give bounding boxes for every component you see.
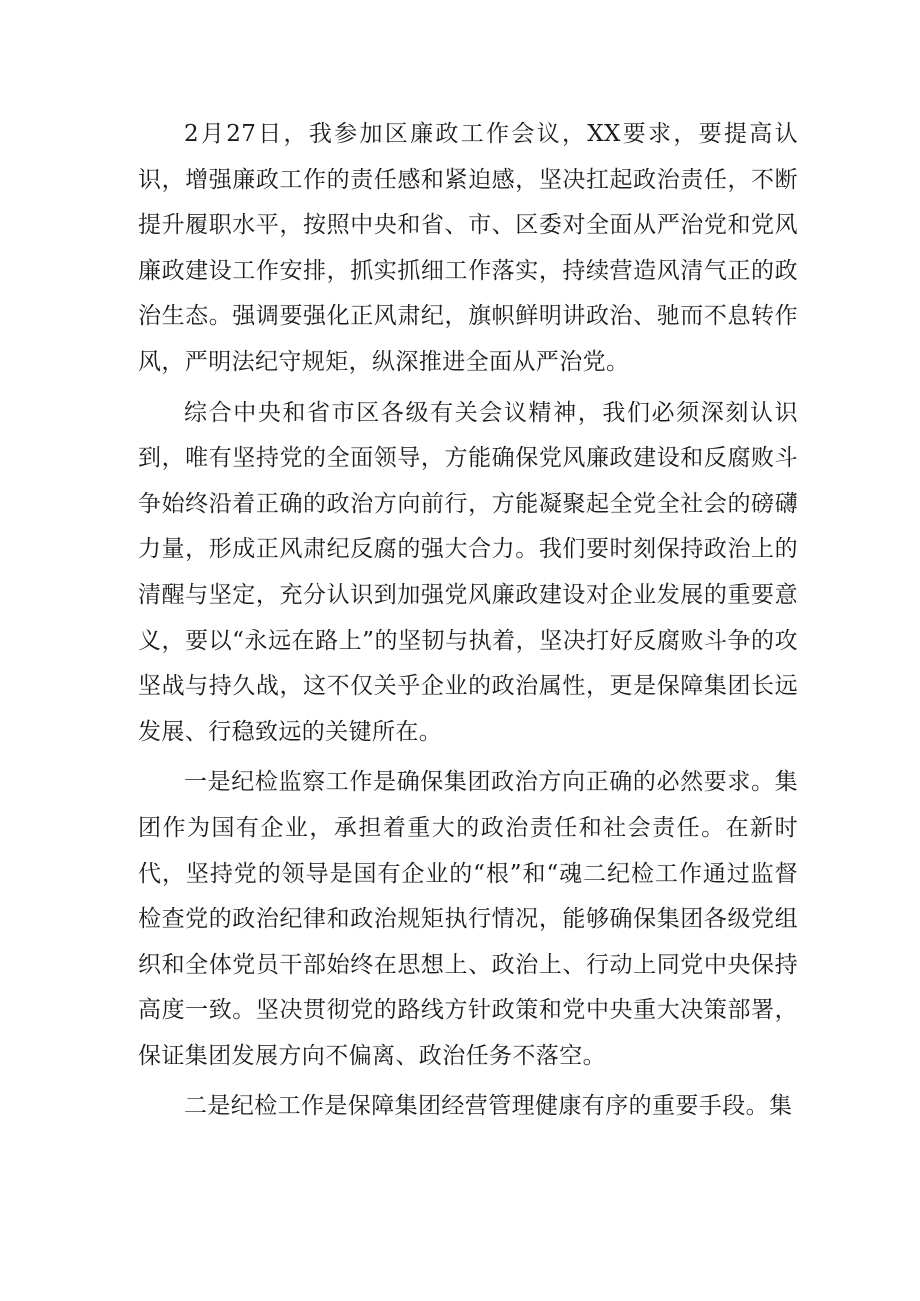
paragraph-point-one: 一是纪检监察工作是确保集团政治方向正确的必然要求。集团作为国有企业，承担着重大的政治责任和社会责任。在新时代，坚持党的领导是国有企业的“根”和“魂二纪检工作通过监督检查党的政治纪律和政治规矩执行情况，能够确保集团各级党组织和全体党员干部始终在思想上、政治上、行动上同党中央保持高度一致。坚决贯彻党的路线方针政策和党中央重大决策部署，保证集团发展方向不偏离、政治任务不落空。 [138,769,798,1069]
paragraph-party-leadership: 综合中央和省市区各级有关会议精神，我们必须深刻认识到，唯有坚持党的全面领导，方能确保党风廉政建设和反腐败斗争始终沿着正确的政治方向前行，方能凝聚起全党全社会的磅礴力量，形成正风肃纪反腐的强大合力。我们要时刻保持政治上的清醒与坚定，充分认识到加强党风廉政建设对企业发展的重要意义，要以“永远在路上”的坚韧与执着，坚决打好反腐败斗争的攻坚战与持久战，这不仅关乎企业的政治属性，更是保障集团长远发展、行稳致远的关键所在。 [138,399,798,745]
document-body [138,112,798,1135]
paragraph-point-two: 二是纪检工作是保障集团经营管理健康有序的重要手段。集 [184,1093,793,1120]
paragraph-meeting-summary: 2月27日，我参加区廉政工作会议，XX要求，要提高认识，增强廉政工作的责任感和紧迫感，坚决扛起政治责任，不断提升履职水平，按照中央和省、市、区委对全面从严治党和党风廉政建设工作安排，抓实抓细工作落实，持续营造风清气正的政治生态。强调要强化正风肃纪，旗帜鲜明讲政治、驰而不息转作风，严明法纪守规矩，纵深推进全面从严治党。 [138,121,798,375]
